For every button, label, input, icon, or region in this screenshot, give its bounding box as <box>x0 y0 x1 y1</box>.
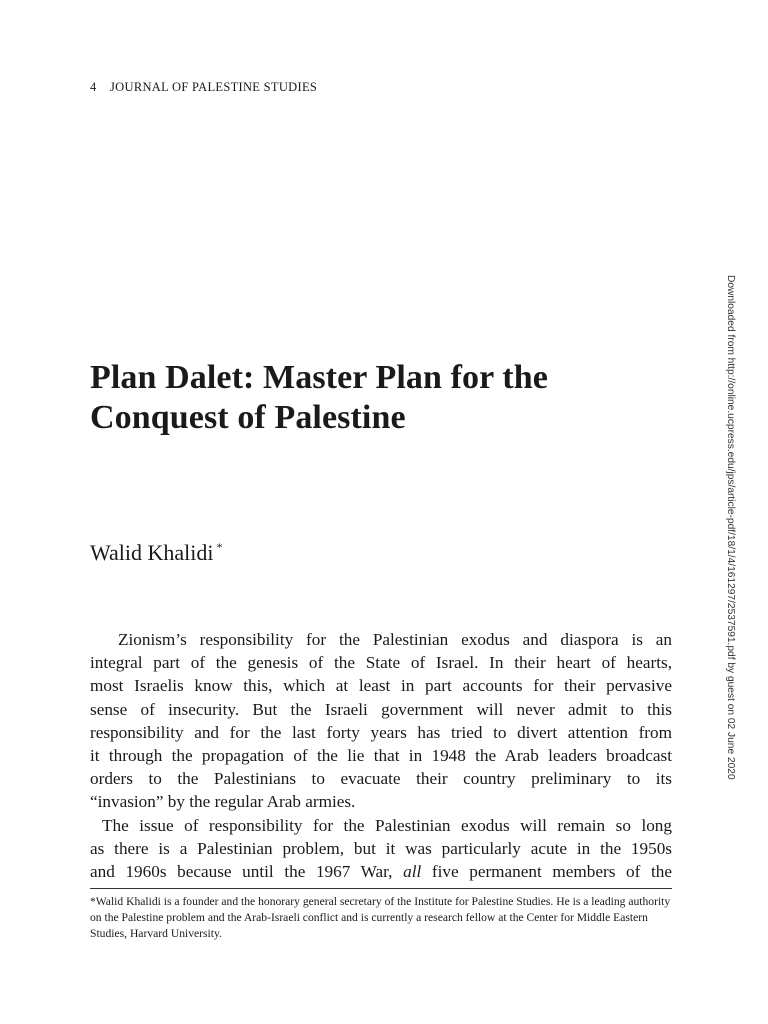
body-line: integral part of the genesis of the State of Israel. In their heart of hearts, <box>90 653 672 673</box>
footnote-text: Walid Khalidi is a founder and the honorary general secretary of the Institute for Palestine Studies. He is a leading authority on the Palestine problem and the Arab-Israeli conflict and is currently a research fellow at the Center for Middle Eastern Studies, Harvard University. <box>90 895 671 940</box>
body-line-text: five permanent members of the <box>421 862 672 882</box>
download-watermark <box>722 275 736 780</box>
body-line: as there is a Palestinian problem, but it was particularly acute in the 1950s <box>90 838 672 858</box>
download-note-text: Downloaded from http://online.ucpress.edu/jps/article-pdf/18/1/4/161297/2537591.pdf by guest on 02 June 2020 <box>725 275 736 780</box>
body-line <box>90 860 672 883</box>
footnote-mark: * <box>90 895 96 908</box>
body-line: Zionism’s responsibility for the Palestinian exodus and diaspora is an <box>118 630 672 649</box>
footnote-divider <box>90 888 672 889</box>
body-line: orders to the Palestinians to evacuate their country preliminary to its <box>90 769 672 789</box>
journal-name: JOURNAL OF PALESTINE STUDIES <box>110 80 318 94</box>
article-title-line-2: Conquest of Palestine <box>90 399 406 436</box>
emphasized-word: all <box>403 862 422 882</box>
author-byline <box>90 540 222 566</box>
author-footnote-mark: * <box>216 540 223 554</box>
body-line: most Israelis know this, which at least in part accounts for their pervasive <box>90 676 672 696</box>
body-line: it through the propagation of the lie that in 1948 the Arab leaders broadcast <box>90 746 672 766</box>
body-line-text: and 1960s because until the 1967 War, <box>90 862 404 882</box>
article-title <box>90 358 690 438</box>
body-line: responsibility and for the last forty years has tried to divert attention from <box>90 722 672 742</box>
article-body <box>90 628 672 883</box>
author-footnote <box>90 894 672 942</box>
page-number: 4 <box>90 80 97 94</box>
body-line: The issue of responsibility for the Palestinian exodus will remain so long <box>102 815 672 835</box>
article-title-line-1: Plan Dalet: Master Plan for the <box>90 359 548 396</box>
author-name: Walid Khalidi <box>90 540 214 565</box>
running-head <box>90 80 317 95</box>
body-line: sense of insecurity. But the Israeli government will never admit to this <box>90 699 672 719</box>
body-line: “invasion” by the regular Arab armies. <box>90 792 356 812</box>
